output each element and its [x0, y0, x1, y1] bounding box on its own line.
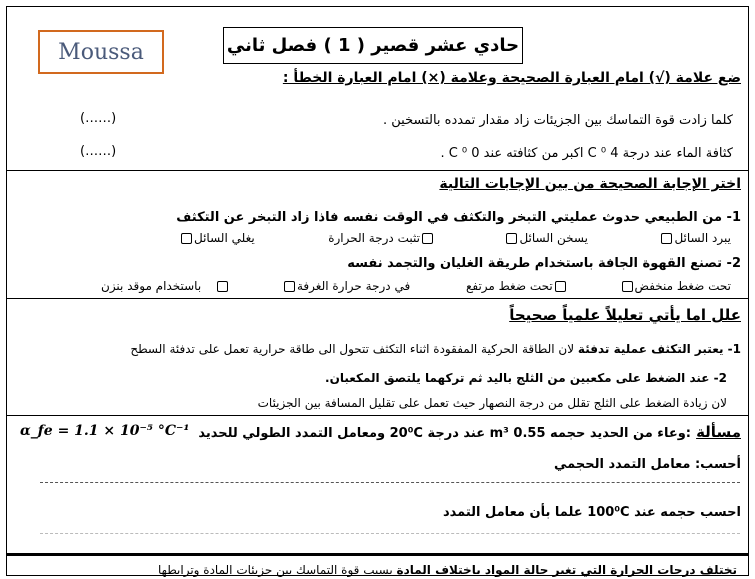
- checkbox-icon[interactable]: [422, 233, 433, 244]
- mcq2-option-c[interactable]: [284, 279, 410, 293]
- answer-line[interactable]: [40, 533, 740, 534]
- explain-question-1: 1- يعتبر التكثف عملية تدفئة: [577, 342, 741, 356]
- mcq1-option-c[interactable]: [328, 231, 433, 245]
- mcq2-option-d[interactable]: [101, 279, 228, 293]
- explain-answer-2: لان زيادة الضغط على الثلج تقلل من درجة النصهار حيث تعمل على تقليل المسافة بين الجزيئات: [257, 396, 727, 410]
- explain-item-1: [21, 342, 741, 356]
- mcq1-option-a[interactable]: [661, 231, 731, 245]
- checkbox-icon[interactable]: [506, 233, 517, 244]
- mcq1-option-d[interactable]: [181, 231, 255, 245]
- option-label: يسخن السائل: [519, 231, 588, 245]
- mcq-options-2: [101, 279, 731, 293]
- divider: [7, 415, 748, 416]
- option-label: تحت ضغط مرتفع: [466, 279, 553, 293]
- option-label: تثبت درجة الحرارة: [328, 231, 420, 245]
- problem-text: :وعاء من الحديد حجمه 0.55 m³ عند درجة 20⁰C ومعامل التمدد الطولي للحديد: [198, 426, 691, 441]
- footer-bold-text: تختلف درجات الحرارة التي تغير حالة المواد باختلاف المادة: [396, 563, 737, 577]
- option-label: تحت ضغط منخفض: [634, 279, 731, 293]
- page-title: حادي عشر قصير ( 1 ) فصل ثاني: [223, 27, 523, 64]
- mcq-options-1: [181, 231, 731, 245]
- mcq-question-2: 2- تصنع القهوة الجافة باستخدام طريقة الغليان والتجمد نفسه: [347, 256, 741, 271]
- option-label: باستخدام موقد بنزن: [101, 279, 202, 293]
- tf-blank-1[interactable]: (……): [80, 111, 117, 126]
- footer-note: [17, 563, 737, 577]
- checkbox-icon[interactable]: [284, 281, 295, 292]
- checkbox-icon[interactable]: [217, 281, 228, 292]
- problem-label: مسألة: [696, 423, 741, 441]
- option-label: في درجة حرارة الغرفة: [296, 279, 411, 293]
- mcq2-option-b[interactable]: [466, 279, 566, 293]
- explain-answer-1: لان الطاقة الحركية المفقودة اثناء التكثف تتحول الى طاقة حرارية تعمل على تدفئة السطح: [130, 342, 575, 356]
- tf-statement-1: كلما زادت قوة التماسك بين الجزيئات زاد مقدار تمدده بالتسخين .: [383, 113, 733, 128]
- logo: Moussa: [38, 30, 164, 74]
- section2-heading: اختر الإجابة الصحيحة من بين الإجابات التالية: [439, 176, 741, 192]
- expansion-coefficient: α_fe = 1.1 × 10⁻⁵ °C⁻¹: [20, 423, 190, 439]
- problem-statement: [198, 422, 741, 441]
- divider: [7, 170, 748, 171]
- option-label: يبرد السائل: [674, 231, 731, 245]
- section3-heading: علل اما يأتي تعليلاً علمياً صحيحاً: [509, 306, 741, 324]
- checkbox-icon[interactable]: [555, 281, 566, 292]
- explain-question-2: 2- عند الضغط على مكعبين من الثلج باليد ثم تركهما يلتصق المكعبان.: [325, 371, 727, 385]
- problem-question-2: احسب حجمه عند 100⁰C علما بأن معامل التمدد: [442, 505, 741, 520]
- checkbox-icon[interactable]: [181, 233, 192, 244]
- divider: [7, 298, 748, 299]
- tf-statement-2: كثافة الماء عند درجة C ⁰ 4 اكبر من كثافته عند C ⁰ 0 .: [440, 146, 733, 161]
- option-label: يغلي السائل: [194, 231, 255, 245]
- mcq-question-1: 1- من الطبيعي حدوث عمليتي التبخر والتكثف في الوقت نفسه فاذا زاد التبخر عن التكثف: [176, 210, 741, 225]
- checkbox-icon[interactable]: [622, 281, 633, 292]
- problem-question-1: أحسب: معامل التمدد الحجمي: [554, 457, 741, 472]
- mcq1-option-b[interactable]: [506, 231, 588, 245]
- section1-heading: ضع علامة (√) امام العبارة الصحيحة وعلامة (×) امام العبارة الخطأ :: [282, 70, 741, 86]
- footer-text: بسبب قوة التماسك بين جزيئات المادة وترابطها: [158, 563, 393, 577]
- mcq2-option-a[interactable]: [622, 279, 731, 293]
- thick-divider: [7, 553, 748, 556]
- answer-line[interactable]: [40, 482, 740, 483]
- checkbox-icon[interactable]: [661, 233, 672, 244]
- tf-blank-2[interactable]: (……): [80, 144, 117, 159]
